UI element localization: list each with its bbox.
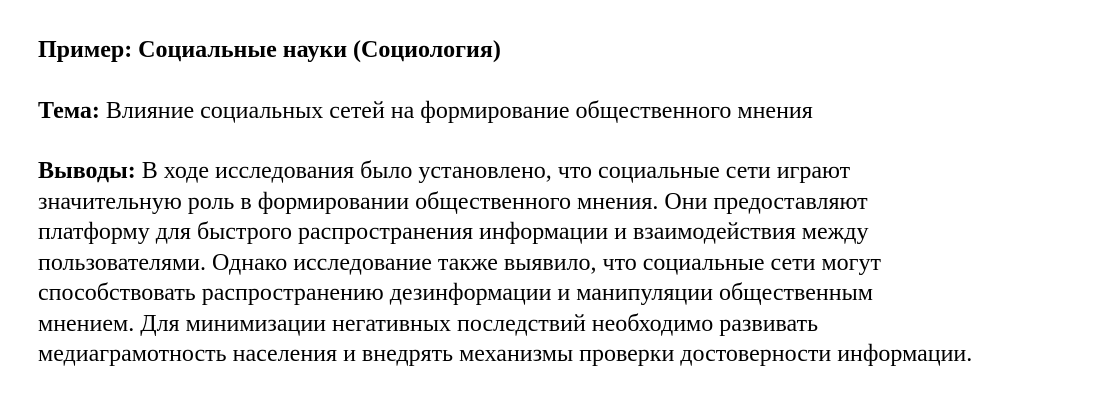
conclusions-line: способствовать распространению дезинформации и манипуляции общественным xyxy=(38,280,873,306)
conclusions-label: Выводы: xyxy=(38,158,136,184)
topic-text: Влияние социальных сетей на формирование общественного мнения xyxy=(105,97,813,124)
spacer xyxy=(38,66,1083,96)
topic-label: Тема: xyxy=(38,97,100,124)
conclusions-line: платформу для быстрого распространения информации и взаимодействия между xyxy=(38,219,869,245)
conclusions-line: пользователями. Однако исследование также выявило, что социальные сети могут xyxy=(38,249,881,276)
topic-paragraph xyxy=(38,96,1083,127)
conclusions-line: значительную роль в формировании общественного мнения. Они предоставляют xyxy=(38,188,868,215)
conclusions-paragraph xyxy=(38,156,1083,370)
conclusions-line xyxy=(38,156,1083,187)
conclusions-line-text: В ходе исследования было установлено, что социальные сети играют xyxy=(141,158,851,184)
document-heading: Пример: Социальные науки (Социология) xyxy=(38,37,501,63)
document-body xyxy=(38,35,1083,370)
conclusions-line: медиаграмотность населения и внедрять механизмы проверки достоверности информации. xyxy=(38,341,973,367)
spacer xyxy=(38,126,1083,156)
conclusions-line: мнением. Для минимизации негативных последствий необходимо развивать xyxy=(38,310,819,337)
